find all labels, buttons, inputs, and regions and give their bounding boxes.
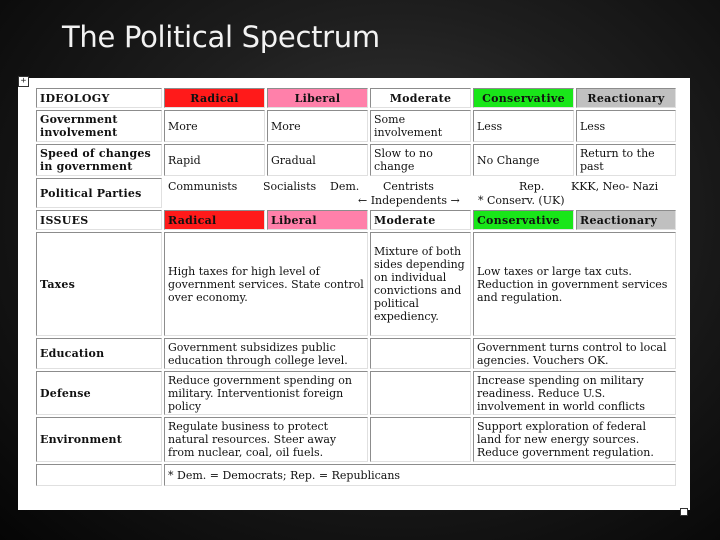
environment-moderate-cell	[370, 417, 471, 462]
parties-line	[164, 179, 676, 207]
party-rep: Rep.	[519, 180, 545, 193]
defense-left-cell: Reduce government spending on military. Interventionist foreign policy	[164, 371, 368, 415]
issues-header-reactionary: Reactionary	[576, 210, 676, 230]
cell-government-reactionary: Less	[576, 110, 676, 142]
political-spectrum-table	[34, 86, 678, 488]
header-moderate: Moderate	[370, 88, 471, 108]
speed-of-changes-row	[36, 144, 676, 176]
cell-government-liberal: More	[267, 110, 368, 142]
row-label-government: Government involvement	[36, 110, 162, 142]
row-label-taxes: Taxes	[36, 232, 162, 336]
footnote: * Dem. = Democrats; Rep. = Republicans	[164, 464, 676, 486]
education-left-cell: Government subsidizes public education through college level.	[164, 338, 368, 369]
slide-title: The Political Spectrum	[62, 20, 380, 54]
row-label-environment: Environment	[36, 417, 162, 462]
issues-header: ISSUES	[36, 210, 162, 230]
footnote-row	[36, 464, 676, 486]
table-resize-handle[interactable]	[680, 508, 688, 516]
cell-government-radical: More	[164, 110, 265, 142]
embedded-document	[18, 78, 690, 510]
row-label-defense: Defense	[36, 371, 162, 415]
environment-right-cell: Support exploration of federal land for new energy sources. Reduce government regulation.	[473, 417, 676, 462]
issues-header-row	[36, 210, 676, 230]
education-row	[36, 338, 676, 369]
header-radical: Radical	[164, 88, 265, 108]
defense-moderate-cell	[370, 371, 471, 415]
cell-government-conservative: Less	[473, 110, 574, 142]
party-dem: Dem.	[330, 180, 360, 193]
parties-cell	[164, 178, 676, 208]
row-label-parties: Political Parties	[36, 178, 162, 208]
issues-header-moderate: Moderate	[370, 210, 471, 230]
party-conserv-uk: * Conserv. (UK)	[478, 194, 565, 207]
taxes-moderate-cell: Mixture of both sides depending on individual convictions and political expediency.	[370, 232, 471, 336]
header-liberal: Liberal	[267, 88, 368, 108]
party-communists: Communists	[168, 180, 238, 193]
cell-speed-liberal: Gradual	[267, 144, 368, 176]
issues-header-liberal: Liberal	[267, 210, 368, 230]
taxes-row	[36, 232, 676, 336]
header-reactionary: Reactionary	[576, 88, 676, 108]
party-centrists: Centrists	[383, 180, 434, 193]
cell-speed-radical: Rapid	[164, 144, 265, 176]
cell-speed-conservative: No Change	[473, 144, 574, 176]
education-right-cell: Government turns control to local agencies. Vouchers OK.	[473, 338, 676, 369]
cell-speed-moderate: Slow to no change	[370, 144, 471, 176]
issues-header-radical: Radical	[164, 210, 265, 230]
ideology-header-row	[36, 88, 676, 108]
issues-header-conservative: Conservative	[473, 210, 574, 230]
party-far-right: KKK, Neo- Nazi	[571, 180, 659, 193]
taxes-right-cell: Low taxes or large tax cuts. Reduction in government services and regulation.	[473, 232, 676, 336]
party-independents: ← Independents →	[358, 194, 460, 207]
cell-speed-reactionary: Return to the past	[576, 144, 676, 176]
political-parties-row	[36, 178, 676, 208]
defense-right-cell: Increase spending on military readiness. Reduce U.S. involvement in world conflicts	[473, 371, 676, 415]
ideology-header: IDEOLOGY	[36, 88, 162, 108]
defense-row	[36, 371, 676, 415]
government-involvement-row	[36, 110, 676, 142]
footnote-blank-cell	[36, 464, 162, 486]
education-moderate-cell	[370, 338, 471, 369]
row-label-education: Education	[36, 338, 162, 369]
table-move-handle[interactable]: +	[18, 76, 29, 87]
row-label-speed: Speed of changes in government	[36, 144, 162, 176]
header-conservative: Conservative	[473, 88, 574, 108]
taxes-left-cell: High taxes for high level of government services. State control over economy.	[164, 232, 368, 336]
environment-left-cell: Regulate business to protect natural resources. Steer away from nuclear, coal, oil fuels.	[164, 417, 368, 462]
environment-row	[36, 417, 676, 462]
party-socialists: Socialists	[263, 180, 317, 193]
cell-government-moderate: Some involvement	[370, 110, 471, 142]
